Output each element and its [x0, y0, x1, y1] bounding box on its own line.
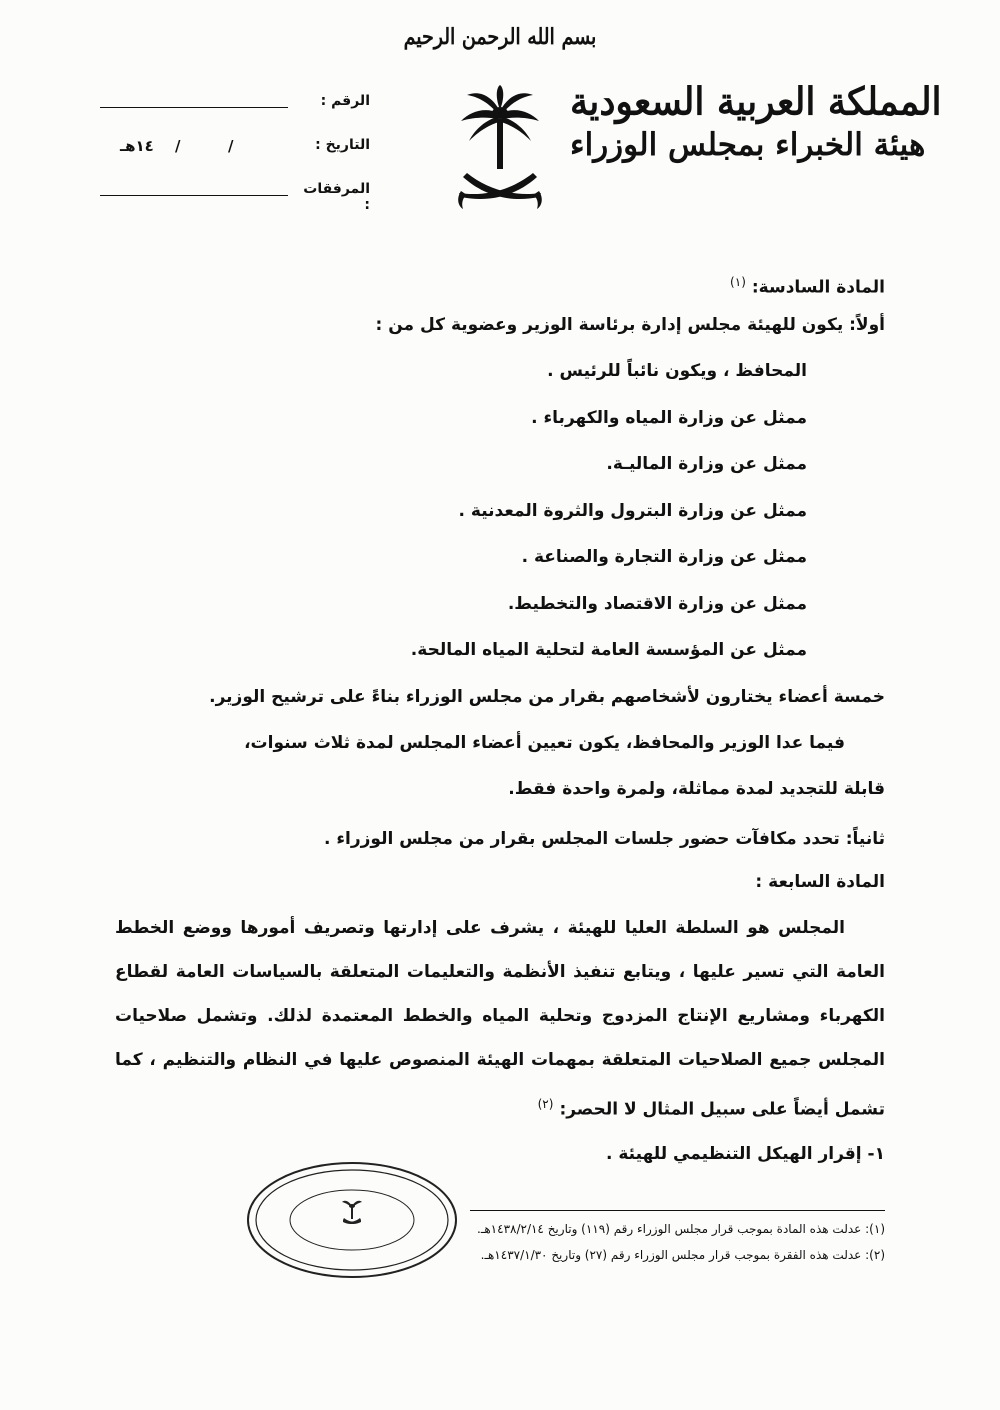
member-item: ممثل عن وزارة المياه والكهرباء . — [531, 407, 807, 428]
number-label: الرقم : — [320, 93, 370, 109]
date-label: التاريخ : — [315, 137, 370, 153]
authority-name: هيئة الخبراء بمجلس الوزراء — [570, 127, 926, 163]
footnote-separator — [470, 1210, 885, 1211]
footnote-1: (١): عدلت هذه المادة بموجب قرار مجلس الوزراء رقم (١١٩) وتاريخ ١٤٣٨/٢/١٤هـ. — [477, 1222, 885, 1236]
article-7-title: المادة السابعة : — [755, 871, 885, 892]
saudi-emblem-icon — [455, 85, 545, 215]
term-line-1: فيما عدا الوزير والمحافظ، يكون تعيين أعضاء المجلس لمدة ثلاث سنوات، — [244, 732, 845, 753]
member-item: ممثل عن وزارة الاقتصاد والتخطيط. — [507, 593, 807, 614]
article-6-second: ثانياً: تحدد مكافآت حضور جلسات المجلس بقرار من مجلس الوزراء . — [323, 828, 885, 849]
member-item: ممثل عن المؤسسة العامة لتحلية المياه المالحة. — [410, 640, 807, 660]
member-item: ممثل عن وزارة البترول والثروة المعدنية . — [458, 500, 807, 521]
article-7-line: تشمل أيضاً على سبيل المثال لا الحصر: — [559, 1099, 885, 1120]
date-suffix: ١٤هـ — [120, 137, 154, 155]
attachments-line — [100, 195, 288, 196]
reference-block — [100, 85, 370, 217]
member-item: خمسة أعضاء يختارون لأشخاصهم بقرار من مجلس الوزراء بناءً على ترشيح الوزير. — [209, 686, 885, 707]
footnote-ref-2: (٢) — [537, 1096, 554, 1111]
article-6-first: أولاً: يكون للهيئة مجلس إدارة برئاسة الوزير وعضوية كل من : — [375, 315, 885, 335]
date-slash: / — [228, 137, 234, 155]
article-7-line: العامة التي تسير عليها ، ويتابع تنفيذ الأنظمة والتعليمات المتعلقة بالسياسات العامة لقطاع — [115, 961, 885, 982]
article-6-heading — [115, 262, 885, 302]
date-slash: / — [175, 137, 181, 155]
basmala: بسم الله الرحمن الرحيم — [403, 24, 597, 50]
document-body — [115, 262, 885, 1177]
article-7-line: المجلس هو السلطة العليا للهيئة ، يشرف على إدارتها وتصريف أمورها ووضع الخطط — [115, 917, 845, 938]
member-item: ممثل عن وزارة الماليـة. — [606, 454, 807, 474]
article-7-last-line — [115, 1082, 885, 1132]
footnotes — [405, 1216, 885, 1268]
footnote-ref-1: (١) — [730, 275, 746, 289]
term-line-2: قابلة للتجديد لمدة مماثلة، ولمرة واحدة فقط. — [508, 778, 885, 799]
article-7-line: المجلس جميع الصلاحيات المتعلقة بمهمات الهيئة المنصوص عليها في النظام والتنظيم ، كما — [115, 1049, 885, 1070]
article-7-line: الكهرباء ومشاريع الإنتاج المزدوج وتحلية المياه والخطط المعتمدة لذلك. وتشمل صلاحيات — [115, 1005, 885, 1026]
member-item: ممثل عن وزارة التجارة والصناعة . — [521, 547, 807, 567]
article-6-title: المادة السادسة: — [751, 277, 885, 298]
number-line — [100, 107, 288, 108]
member-item: المحافظ ، ويكون نائباً للرئيس . — [547, 361, 807, 381]
article-7-item-1: ١- إقرار الهيكل التنظيمي للهيئة . — [606, 1144, 885, 1165]
footnote-2: (٢): عدلت هذه الفقرة بموجب قرار مجلس الوزراء رقم (٢٧) وتاريخ ١٤٣٧/١/٣٠هـ. — [480, 1248, 885, 1262]
attachments-label: المرفقات : — [303, 181, 370, 213]
kingdom-name: المملكة العربية السعودية — [570, 79, 942, 125]
